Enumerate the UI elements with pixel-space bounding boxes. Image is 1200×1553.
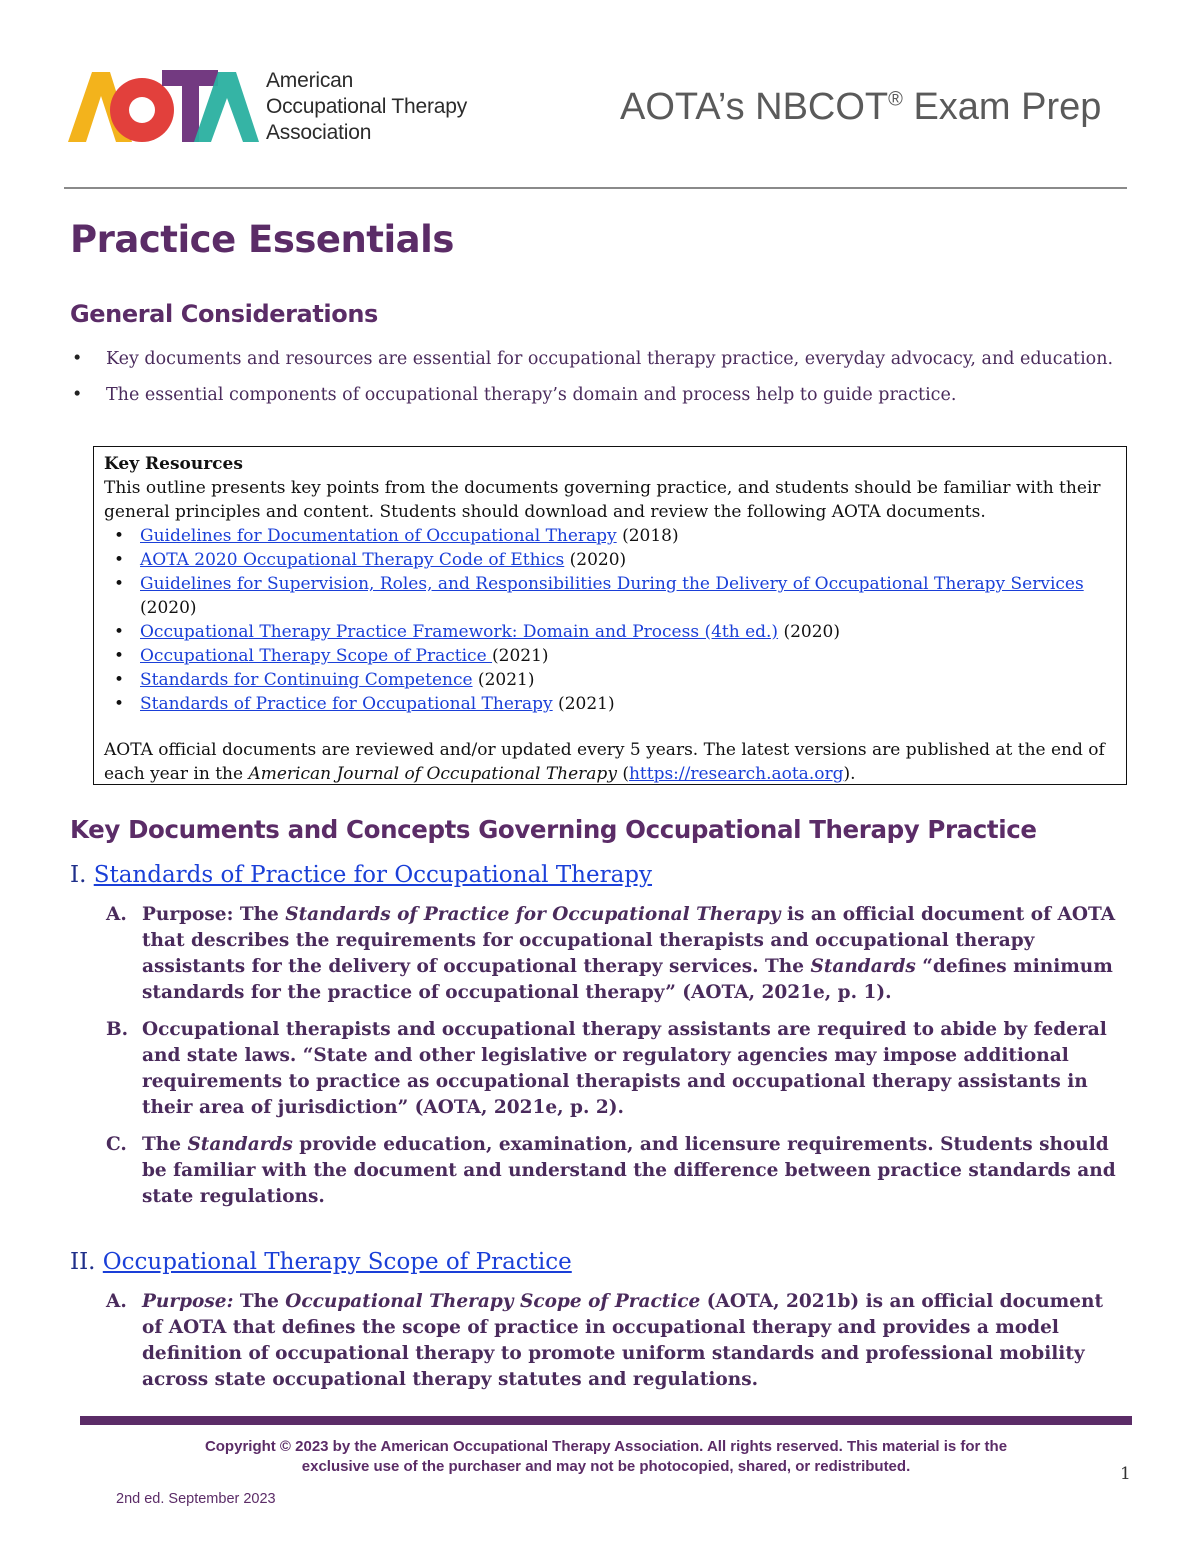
general-bullet: • Key documents and resources are essential for occupational therapy practice, everyday advocacy, and education. [72, 346, 1132, 372]
section-1-items [106, 902, 1126, 1221]
list-item: C. The Standards provide education, examination, and licensure requirements. Students should be familiar with the document and understand the difference between practice standards and state regulations. [106, 1134, 1116, 1207]
resource-link[interactable]: Guidelines for Supervision, Roles, and Responsibilities During the Delivery of Occupational Therapy Services [140, 574, 1084, 594]
key-resources-note: AOTA official documents are reviewed and/or updated every 5 years. The latest versions are published at the end of each year in the American Journal of Occupational Therapy (https://research.aota.org). [104, 740, 1105, 784]
general-considerations-heading: General Considerations [70, 300, 378, 328]
general-bullet: • The essential components of occupational therapy’s domain and process help to guide practice. [72, 382, 1132, 408]
list-item: B. Occupational therapists and occupational therapy assistants are required to abide by federal and state laws. “State and other legislative or regulatory agencies may impose additional requirements to practice as occupational therapists and occupational therapy assistants in their area of jurisdiction” (AOTA, 2021e, p. 2). [106, 1019, 1107, 1118]
list-item: • Standards for Continuing Competence (2021) [104, 668, 1116, 692]
list-item: A. Purpose: The Occupational Therapy Scope of Practice (AOTA, 2021b) is an official document of AOTA that defines the scope of practice in occupational therapy and provides a model definition of occupational therapy to promote uniform standards and professional mobility across state occupational therapy statutes and regulations. [106, 1291, 1104, 1390]
list-item: • Guidelines for Documentation of Occupational Therapy (2018) [104, 524, 1116, 548]
resource-link[interactable]: Standards for Continuing Competence [140, 670, 473, 690]
section-1-heading: I. Standards of Practice for Occupational Therapy [70, 862, 653, 888]
key-resources-title: Key Resources [104, 454, 243, 474]
section-2-heading: II. Occupational Therapy Scope of Practice [70, 1249, 572, 1275]
resource-link[interactable]: AOTA 2020 Occupational Therapy Code of Ethics [140, 550, 565, 570]
general-bullets [72, 346, 1132, 418]
org-name-line-2: Occupational Therapy [266, 95, 468, 118]
resource-link[interactable]: Guidelines for Documentation of Occupational Therapy [140, 526, 617, 546]
standards-of-practice-link[interactable]: Standards of Practice for Occupational Therapy [93, 862, 653, 888]
edition-label: 2nd ed. September 2023 [116, 1491, 276, 1507]
footer-divider [80, 1416, 1132, 1425]
section-2-items [106, 1289, 1126, 1404]
resource-link[interactable]: Standards of Practice for Occupational Therapy [140, 694, 553, 714]
list-item: A. Purpose: The Standards of Practice for Occupational Therapy is an official document of AOTA that describes the requirements for occupational therapists and occupational therapy assistants for the delivery of occupational therapy services. The Standards “defines minimum standards for the practice of occupational therapy” (AOTA, 2021e, p. 1). [106, 904, 1116, 1003]
page-number: 1 [1120, 1464, 1131, 1484]
aota-logo [66, 66, 506, 148]
resource-link[interactable]: Occupational Therapy Scope of Practice [140, 646, 493, 666]
copyright-notice: Copyright © 2023 by the American Occupational Therapy Association. All rights reserved. This material is for the exclusive use of the purchaser and may not be photocopied, shared, or redistributed. [204, 1438, 1008, 1475]
list-item: • Standards of Practice for Occupational Therapy (2021) [104, 692, 1116, 716]
org-name-line-3: Association [266, 121, 372, 144]
list-item: • Occupational Therapy Scope of Practice (2021) [104, 644, 1116, 668]
list-item: • Guidelines for Supervision, Roles, and Responsibilities During the Delivery of Occupational Therapy Services (2020) [104, 572, 1116, 620]
header-divider [64, 187, 1127, 189]
research-url-link[interactable]: https://research.aota.org [628, 764, 844, 784]
aota-logo-mark [66, 66, 261, 148]
resource-link[interactable]: Occupational Therapy Practice Framework: Domain and Process (4th ed.) [140, 622, 779, 642]
scope-of-practice-link[interactable]: Occupational Therapy Scope of Practice [102, 1249, 572, 1275]
page-title: Practice Essentials [70, 218, 454, 261]
key-resources-intro: This outline presents key points from the documents governing practice, and students should be familiar with their general principles and content. Students should download and review the following AOTA documents. [104, 478, 1101, 522]
list-item: • AOTA 2020 Occupational Therapy Code of Ethics (2020) [104, 548, 1116, 572]
org-name-line-1: American [266, 69, 354, 92]
exam-prep-title: AOTA’s NBCOT® Exam Prep [620, 86, 1102, 128]
list-item: • Occupational Therapy Practice Framework: Domain and Process (4th ed.) (2020) [104, 620, 1116, 644]
key-resources-list [104, 524, 1116, 716]
key-documents-heading: Key Documents and Concepts Governing Occupational Therapy Practice [70, 815, 1037, 844]
key-resources-box [93, 446, 1127, 785]
